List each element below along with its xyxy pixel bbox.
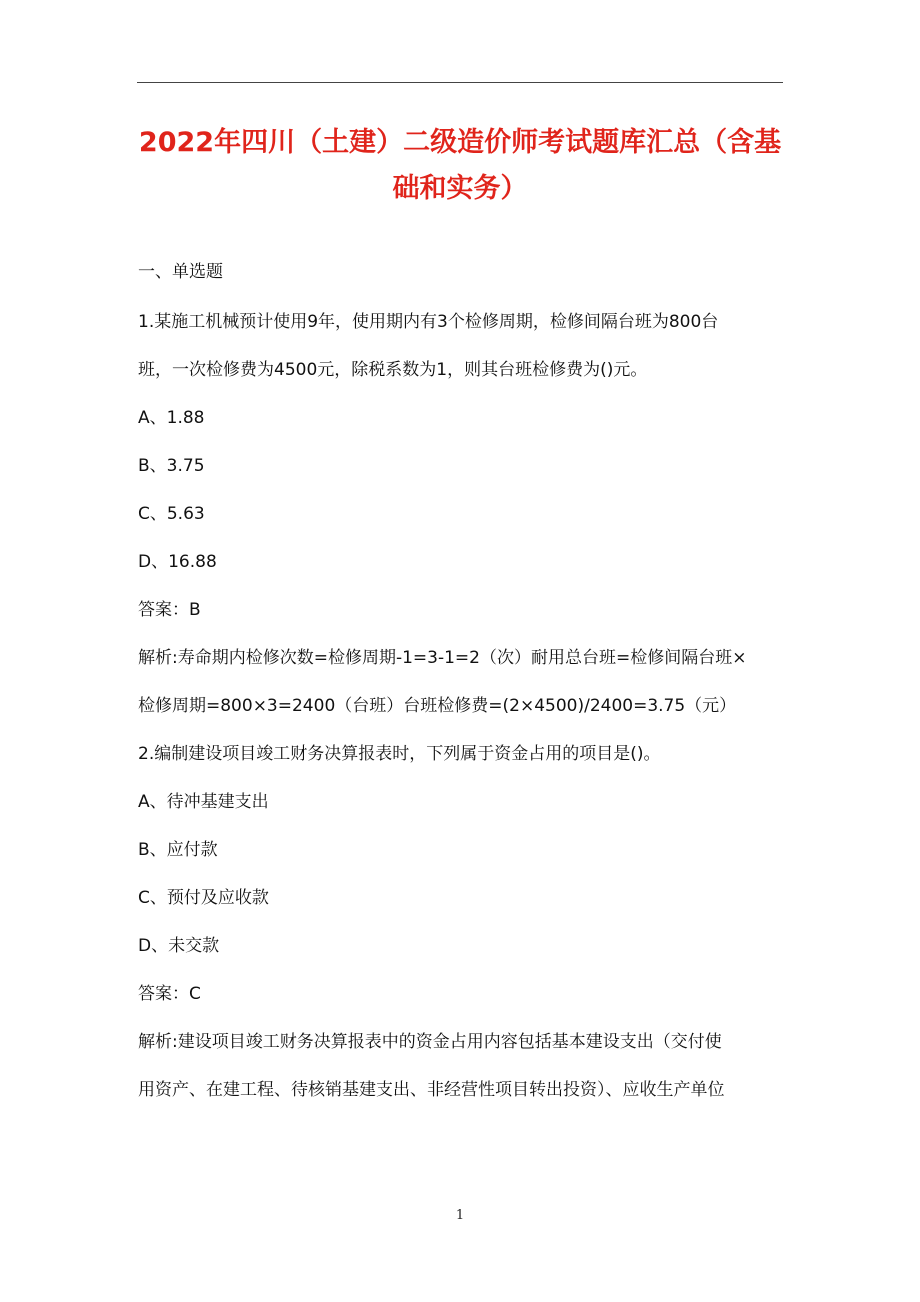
question-1-option-a: A、1.88: [138, 408, 205, 428]
question-2-analysis-line-1: 解析:建设项目竣工财务决算报表中的资金占用内容包括基本建设支出（交付使: [138, 1032, 722, 1052]
question-1-option-d: D、16.88: [138, 552, 217, 572]
question-2-option-c: C、预付及应收款: [138, 888, 269, 908]
question-1-answer: 答案：B: [138, 600, 201, 620]
question-1-stem-line-2: 班，一次检修费为4500元，除税系数为1，则其台班检修费为()元。: [138, 360, 648, 380]
question-2-option-a: A、待冲基建支出: [138, 792, 269, 812]
question-1-analysis-line-1: 解析:寿命期内检修次数=检修周期-1=3-1=2（次）耐用总台班=检修间隔台班×: [138, 648, 747, 668]
title-line-2: 础和实务）: [392, 173, 528, 204]
document-title: [137, 120, 783, 212]
question-2-option-d: D、未交款: [138, 936, 220, 956]
question-1-analysis-line-2: 检修周期=800×3=2400（台班）台班检修费=(2×4500)/2400=3.75（元）: [138, 696, 737, 716]
question-1-stem-line-1: 1.某施工机械预计使用9年，使用期内有3个检修周期，检修间隔台班为800台: [138, 312, 719, 332]
question-2-analysis-line-2: 用资产、在建工程、待核销基建支出、非经营性项目转出投资）、应收生产单位: [138, 1080, 725, 1100]
question-1-option-b: B、3.75: [138, 456, 205, 476]
question-2-option-b: B、应付款: [138, 840, 218, 860]
question-2-stem-line-1: 2.编制建设项目竣工财务决算报表时，下列属于资金占用的项目是()。: [138, 744, 661, 764]
header-rule: [137, 82, 783, 83]
section-heading: 一、单选题: [138, 262, 223, 282]
page-number: 1: [455, 1208, 465, 1223]
question-2-answer: 答案：C: [138, 984, 201, 1004]
title-line-1: 2022年四川（土建）二级造价师考试题库汇总（含基: [138, 127, 782, 158]
question-1-option-c: C、5.63: [138, 504, 205, 524]
